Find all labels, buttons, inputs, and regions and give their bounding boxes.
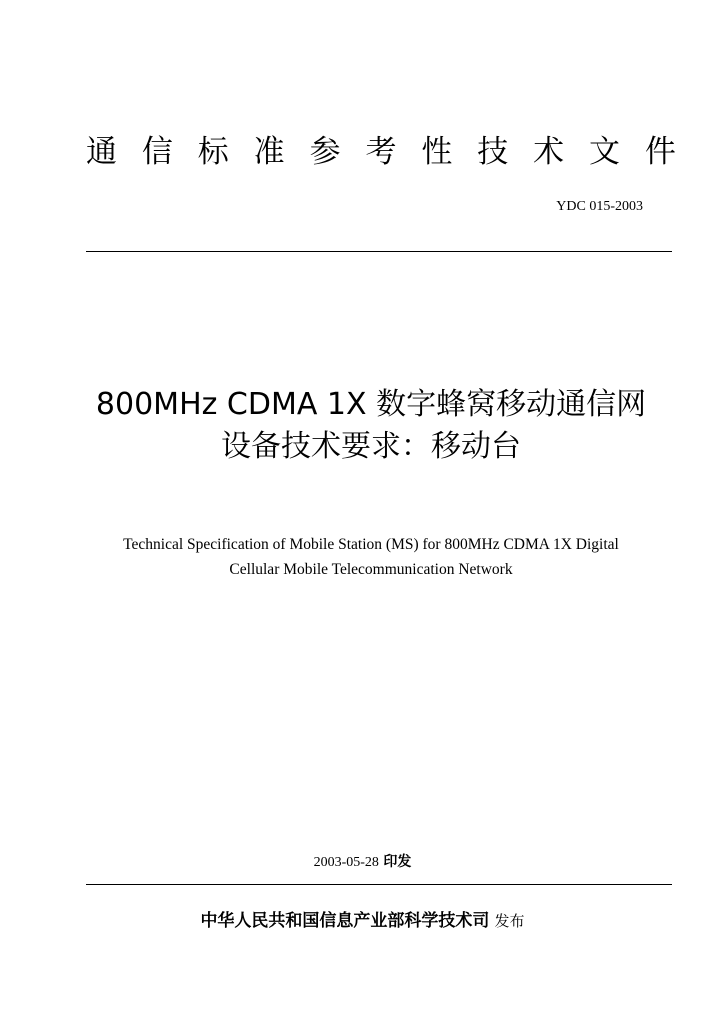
- doc-type-char: 标: [197, 134, 229, 170]
- document-type-heading: [86, 134, 676, 170]
- doc-type-char: 考: [365, 134, 397, 170]
- doc-type-char: 件: [644, 134, 676, 170]
- chinese-title-line-1: 800MHz CDMA 1X 数字蜂窝移动通信网: [95, 387, 647, 422]
- english-title-line-1: Technical Specification of Mobile Station (MS) for 800MHz CDMA 1X Digital: [123, 536, 619, 553]
- chinese-title: [86, 384, 656, 468]
- chinese-title-line-2: 设备技术要求：移动台: [221, 429, 521, 464]
- top-divider: [86, 251, 672, 252]
- doc-type-char: 性: [421, 134, 453, 170]
- english-title: [86, 532, 656, 582]
- doc-type-char: 信: [141, 134, 173, 170]
- publisher-organization: 中华人民共和国信息产业部科学技术司: [200, 911, 490, 931]
- doc-type-char: 文: [589, 134, 621, 170]
- issue-date-line: [0, 851, 725, 871]
- doc-type-char: 术: [533, 134, 565, 170]
- publish-word: 发布: [494, 912, 525, 930]
- bottom-divider: [86, 884, 672, 885]
- issue-word: 印发: [383, 854, 412, 870]
- doc-type-char: 通: [86, 134, 117, 170]
- doc-type-char: 技: [477, 134, 509, 170]
- issue-date: 2003-05-28: [313, 855, 379, 870]
- doc-type-char: 参: [309, 134, 341, 170]
- doc-type-char: 准: [253, 134, 285, 170]
- document-number: YDC 015-2003: [556, 199, 643, 214]
- english-title-line-2: Cellular Mobile Telecommunication Network: [229, 561, 513, 578]
- publisher-line: [0, 906, 725, 931]
